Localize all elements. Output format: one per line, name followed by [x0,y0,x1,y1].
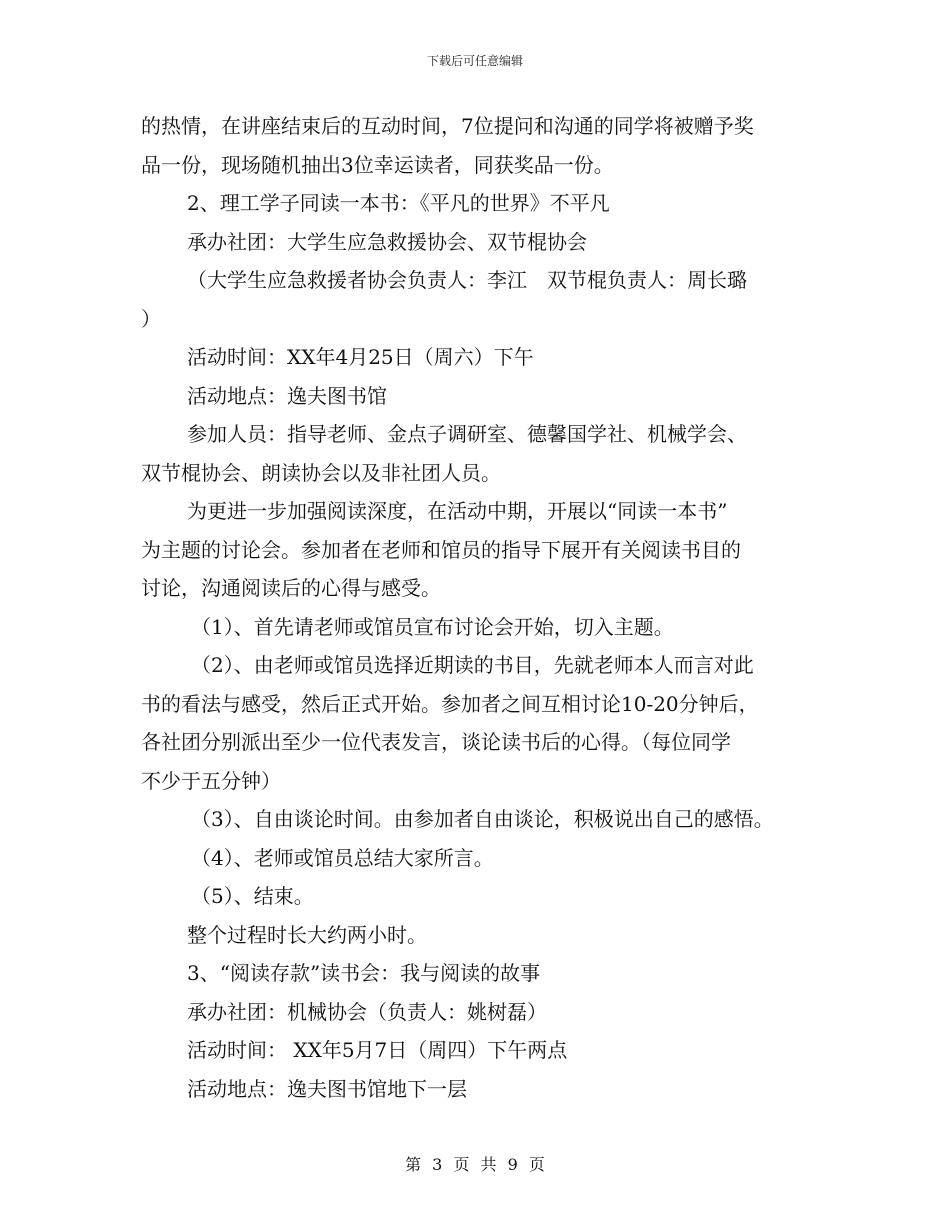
section-heading: 3、“阅读存款”读书会：我与阅读的故事 [187,961,541,985]
paragraph-line: 承办社团：机械协会（负责人：姚树磊） [187,999,547,1024]
list-item: （3）、自由谈论时间。由参加者自由谈论，积极说出自己的感悟。 [191,807,774,831]
paragraph-line: 的热情，在讲座结束后的互动时间，7位提问和沟通的同学将被赠予奖 [141,114,754,138]
paragraph-line: 书的看法与感受，然后正式开始。参加者之间互相讨论10-20分钟后， [141,691,759,716]
paragraph-line: 为主题的讨论会。参加者在老师和馆员的指导下展开有关阅读书目的 [141,537,741,562]
paragraph-line: 不少于五分钟） [141,768,281,793]
paragraph-line: 参加人员：指导老师、金点子调研室、德馨国学社、机械学会、 [187,422,747,446]
paragraph-line: 讨论，沟通阅读后的心得与感受。 [141,576,441,600]
list-item: （5）、结束。 [191,884,314,908]
paragraph-line: ） [141,306,161,331]
document-body [141,107,811,1108]
paragraph-line: 为更进一步加强阅读深度，在活动中期，开展以“同读一本书” [187,499,728,523]
section-heading: 2、理工学子同读一本书：《平凡的世界》不平凡 [187,191,610,215]
paragraph-line: 各社团分别派出至少一位代表发言，谈论读书后的心得。（每位同学 [141,730,731,754]
paragraph-line: 品一份，现场随机抽出3位幸运读者，同获奖品一份。 [141,152,614,177]
paragraph-line: （大学生应急救援者协会负责人：李江 双节棍负责人：周长璐 [187,268,747,292]
paragraph-line: 承办社团：大学生应急救援协会、双节棍协会 [187,229,587,254]
list-item: （1）、首先请老师或馆员宣布讨论会开始，切入主题。 [191,614,674,639]
paragraph-line: 双节棍协会、朗读协会以及非社团人员。 [141,460,501,485]
paragraph-line: 活动时间：XX年4月25日（周六）下午 [187,345,534,369]
page-header: 下载后可任意编辑 [426,54,523,68]
paragraph-line: 活动时间： XX年5月7日（周四）下午两点 [187,1038,568,1062]
paragraph-line: 整个过程时长大约两小时。 [187,922,427,947]
paragraph-line: 活动地点：逸夫图书馆 [187,383,387,408]
paragraph-line: 活动地点：逸夫图书馆地下一层 [187,1076,467,1101]
page-number: 第 3 页 共 9 页 [405,1155,545,1174]
list-item: （2）、由老师或馆员选择近期读的书目，先就老师本人而言对此 [191,653,754,677]
list-item: （4）、老师或馆员总结大家所言。 [191,845,494,870]
